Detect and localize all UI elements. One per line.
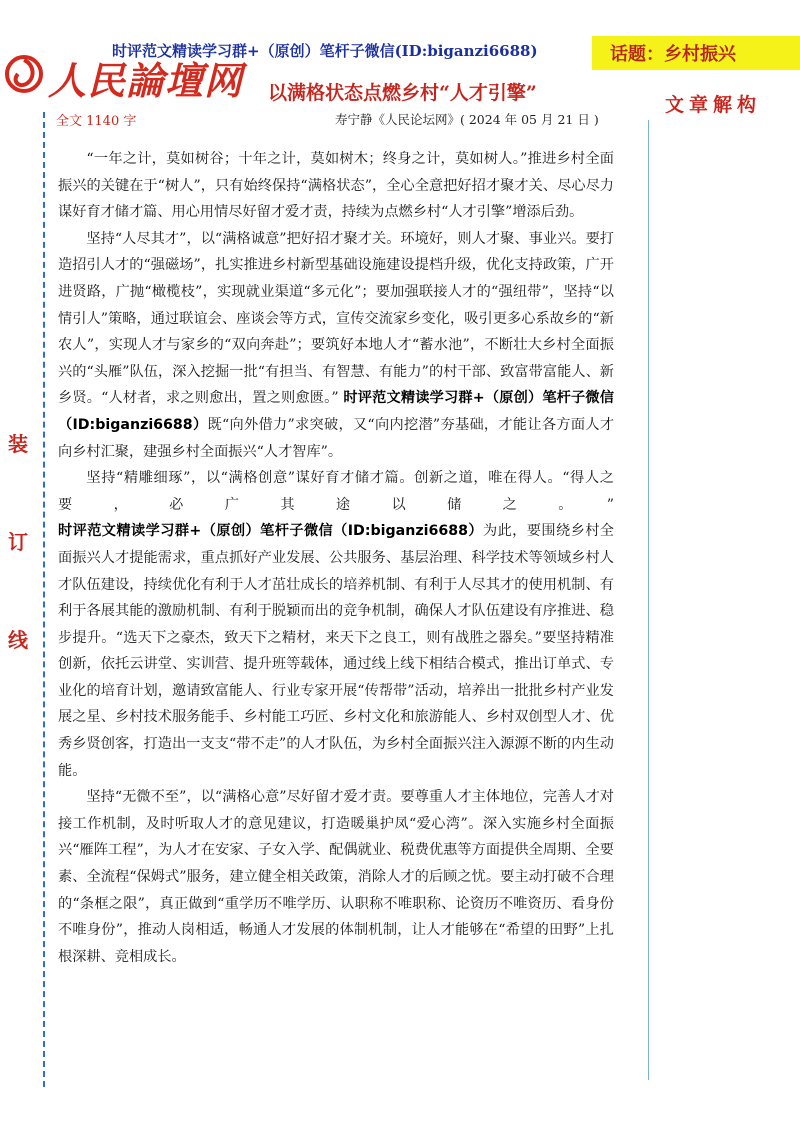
logo-swirl-icon <box>4 54 44 94</box>
binding-char-2: 订 <box>8 530 28 554</box>
paragraph-1: “一年之计，莫如树谷；十年之计，莫如树木；终身之计，莫如树人。”推进乡村全面振兴的关键在于“树人”，只有始终保持“满格状态”，全心全意把好招才聚才关、尽心尽力谋好育才储才篇、用心用情尽好留才爱才责，持续为点燃乡村“人才引擎”增添后劲。 <box>58 151 614 221</box>
paragraph-4: 坚持“无微不至”，以“满格心意”尽好留才爱才责。要尊重人才主体地位，完善人才对接工作机制，及时听取人才的意见建议，打造暖巢护凤“爱心湾”。深入实施乡村全面振兴“雁阵工程”，为人才在安家、子女入学、配偶就业、税费优惠等方面提供全周期、全要素、全流程“保姆式”服务，建立健全相关政策，消除人才的后顾之忧。要主动打破不合理的“条框之限”，真正做到“重学历不唯学历、认职称不唯职称、论资历不唯资历、看身份不唯身份”，推动人岗相适，畅通人才发展的体制机制，让人才能够在“希望的田野”上扎根深耕、竞相成长。 <box>58 789 614 965</box>
word-count: 全文 1140 字 <box>56 114 137 129</box>
byline: 寿宁静《人民论坛网》( 2024 年 05 月 21 日 ) <box>335 112 599 127</box>
topic-label: 话题：乡村振兴 <box>610 44 736 65</box>
logo-text: 人民論壇网 <box>48 58 244 103</box>
inline-promo: 时评范文精读学习群+（原创）笔杆子微信（ID:biganzi6688） <box>58 390 614 433</box>
header-promo-line: 时评范文精读学习群+（原创）笔杆子微信(ID:biganzi6688) <box>112 42 538 60</box>
topic-badge <box>592 36 800 70</box>
paragraph-3 <box>58 465 614 784</box>
paragraph-3-text-b: 为此，要围绕乡村全面振兴人才提能需求，重点抓好产业发展、公共服务、基层治理、科学技术等领域乡村人才队伍建设，持续优化有利于人才茁壮成长的培养机制、有利于人尽其才的使用机制、有利于各展其能的激励机制、有利于脱颖而出的竞争机制，确保人才队伍建设有序推进、稳步提升。“选天下之豪杰，致天下之精材，来天下之良工，则有战胜之器矣。”要坚持精准创新，依托云讲堂、实训营、提升班等载体，通过线上线下相结合模式，推出订单式、专业化的培育计划，邀请致富能人、行业专家开展“传帮带”活动，培养出一批批乡村产业发展之星、乡村技术服务能手、乡村能工巧匠、乡村文化和旅游能人、乡村双创型人才、优秀乡贤创客，打造出一支支“带不走”的人才队伍，为乡村全面振兴注入源源不断的内生动能。 <box>58 523 614 779</box>
paragraph-2-text-b: 既“向外借力”求突破，又“向内挖潜”夯基础，才能让各方面人才向乡村汇聚，建强乡村全面振兴“人才智库”。 <box>58 416 615 460</box>
paragraph-3-text-a: 坚持“精雕细琢”，以“满格创意”谋好育才储才篇。创新之道，唯在得人。“得人之要，必广其途以储之。” <box>58 470 614 513</box>
article-body <box>58 146 614 970</box>
article-title: 以满格状态点燃乡村“人才引擎” <box>268 82 537 104</box>
column-divider <box>648 120 649 1080</box>
paragraph-2 <box>58 226 614 465</box>
inline-promo: 时评范文精读学习群+（原创）笔杆子微信（ID:biganzi6688） <box>58 523 483 540</box>
side-heading: 文章解构 <box>665 94 762 116</box>
binding-char-3: 线 <box>8 628 28 652</box>
binding-line <box>43 112 45 1087</box>
paragraph-2-text-a: 坚持“人尽其才”，以“满格诚意”把好招才聚才关。环境好，则人才聚、事业兴。要打造招引人才的“强磁场”，扎实推进乡村新型基础设施建设提档升级，优化支持政策，广开进贤路，广抛“橄榄枝”，实现就业渠道“多元化”；要加强联接人才的“强纽带”，坚持“以情引人”策略，通过联谊会、座谈会等方式，宣传交流家乡变化，吸引更多心系故乡的“新农人”，实现人才与家乡的“双向奔赴”；要筑好本地人才“蓄水池”，不断壮大乡村全面振兴的“头雁”队伍，深入挖掘一批“有担当、有智慧、有能力”的村干部、致富带富能人、新乡贤。“人材者，求之则愈出，置之则愈匮。” <box>58 230 614 407</box>
binding-char-1: 装 <box>8 432 28 456</box>
